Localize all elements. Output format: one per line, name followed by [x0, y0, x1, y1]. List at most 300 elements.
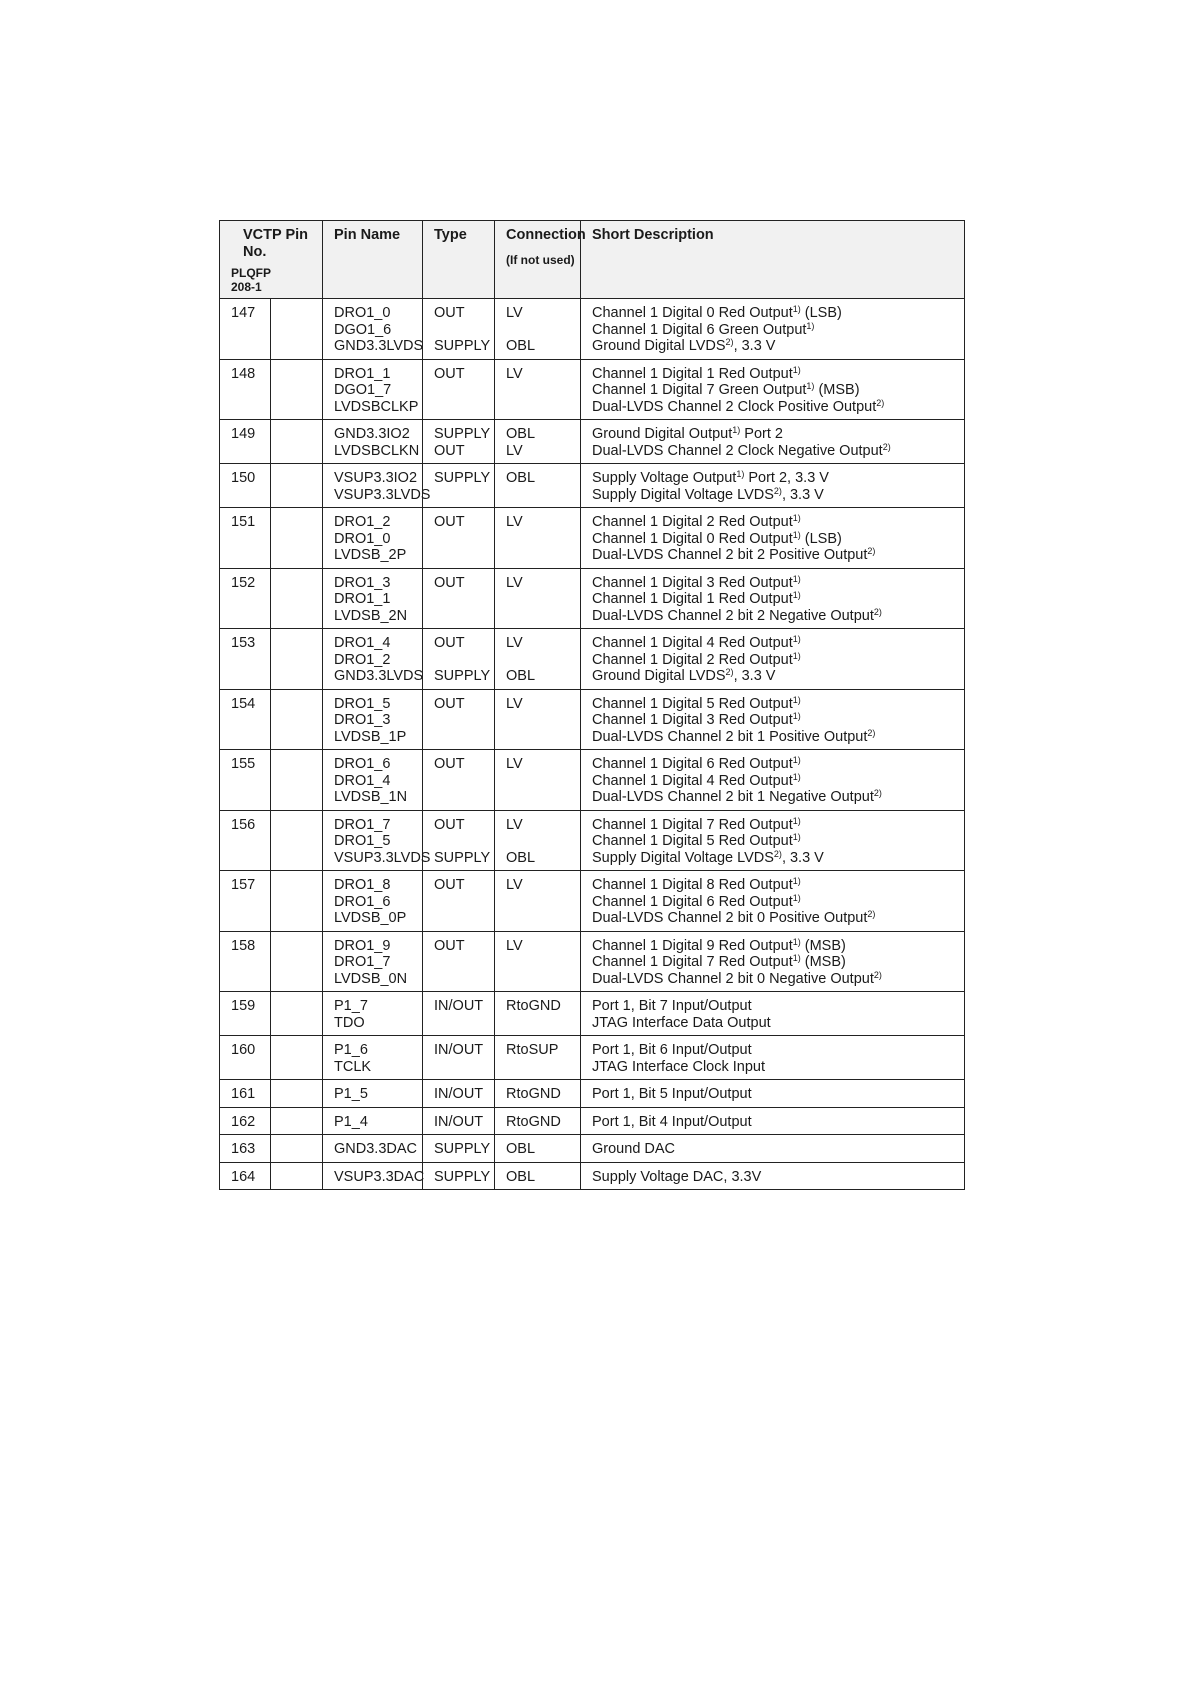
description-text: Channel 1 Digital 8 Red Output — [592, 877, 793, 893]
pin-number: 159 — [231, 998, 256, 1014]
footnote-marker: 2) — [773, 485, 782, 496]
connection-value — [506, 954, 576, 971]
description-line — [592, 1015, 960, 1032]
connection-cell — [495, 629, 581, 690]
footnote-marker: 2) — [873, 606, 882, 617]
description-line — [592, 938, 960, 955]
connection-cell — [495, 810, 581, 871]
pin-number-cell — [220, 629, 271, 690]
connection-value — [506, 652, 576, 669]
description-text: Port 1, Bit 7 Input/Output — [592, 998, 752, 1014]
package-pin-cell — [271, 810, 323, 871]
pin-type: IN/OUT — [434, 1113, 484, 1130]
connection-cell — [495, 464, 581, 508]
pin-name: LVDSB_1N — [334, 789, 408, 805]
pin-number-cell — [220, 1036, 271, 1080]
pin-number: 157 — [231, 877, 256, 893]
pin-name: LVDSB_2N — [334, 607, 408, 624]
pin-name-cell — [323, 359, 423, 420]
pin-type-cell — [423, 992, 495, 1036]
footnote-marker: 1) — [792, 650, 801, 661]
description-line — [592, 1086, 960, 1103]
pin-name: DRO1_2 — [334, 651, 391, 668]
pin-number: 155 — [231, 756, 256, 772]
connection-value: OBL — [506, 338, 536, 354]
footnote-marker: 1) — [792, 573, 801, 584]
pin-name: DRO1_3 — [334, 712, 391, 728]
connection-cell — [495, 359, 581, 420]
description-cell — [581, 568, 965, 629]
pin-name: P1_4 — [334, 1113, 368, 1130]
pin-name: VSUP3.3LVDS — [334, 849, 431, 866]
footnote-marker: 1) — [792, 755, 801, 765]
pin-type-cell — [423, 299, 495, 360]
pin-type: SUPPLY — [434, 1168, 491, 1185]
table-row — [220, 689, 965, 750]
pin-number-cell — [220, 689, 271, 750]
pin-name: DRO1_6 — [334, 893, 391, 910]
pin-type: OUT — [434, 816, 465, 833]
description-line — [592, 850, 960, 867]
description-text: Channel 1 Digital 4 Red Output — [592, 635, 793, 651]
pin-number: 154 — [231, 695, 256, 712]
footnote-marker: 1) — [792, 513, 801, 523]
connection-value: OBL — [506, 470, 536, 486]
pin-type — [434, 712, 490, 729]
pin-type-cell — [423, 1107, 495, 1135]
pin-number: 147 — [231, 305, 256, 321]
description-line — [592, 998, 960, 1015]
footnote-marker: 1) — [792, 590, 801, 600]
connection-cell — [495, 871, 581, 932]
pin-type — [434, 789, 490, 806]
footnote-marker: 2) — [725, 667, 734, 677]
pin-type — [434, 971, 490, 988]
pin-type-cell — [423, 1135, 495, 1163]
table-row — [220, 931, 965, 992]
connection-value — [506, 322, 576, 339]
pin-name-cell — [323, 871, 423, 932]
description-line — [592, 729, 960, 746]
pin-type-cell — [423, 629, 495, 690]
footnote-marker: 1) — [732, 425, 741, 435]
footnote-marker: 2) — [882, 441, 891, 452]
header-pin-name-label: Pin Name — [334, 227, 401, 243]
pin-name-cell — [323, 689, 423, 750]
connection-value: RtoGND — [506, 1086, 561, 1102]
header-type — [423, 221, 495, 299]
header-type-label: Type — [434, 227, 467, 243]
connection-value — [506, 487, 576, 504]
description-line — [592, 426, 960, 443]
pin-name: LVDSBCLKP — [334, 398, 419, 415]
description-suffix: (LSB) — [800, 530, 842, 547]
description-line — [592, 756, 960, 773]
pin-name: P1_7 — [334, 998, 368, 1014]
pin-number-cell — [220, 1080, 271, 1108]
connection-cell — [495, 750, 581, 811]
pin-number-cell — [220, 810, 271, 871]
table-row — [220, 810, 965, 871]
pin-name: DRO1_6 — [334, 756, 391, 772]
connection-value — [506, 531, 576, 548]
description-line — [592, 910, 960, 927]
description-suffix: (MSB) — [800, 954, 846, 970]
description-cell — [581, 1036, 965, 1080]
pin-name: DRO1_5 — [334, 695, 391, 712]
pin-name: P1_5 — [334, 1086, 368, 1102]
description-text: Dual-LVDS Channel 2 Clock Positive Output — [592, 398, 877, 415]
pin-type: SUPPLY — [434, 470, 491, 486]
description-line — [592, 575, 960, 592]
connection-cell — [495, 568, 581, 629]
pin-table — [219, 220, 965, 1190]
pin-type: SUPPLY — [434, 426, 491, 442]
connection-value: LV — [506, 514, 523, 530]
connection-value — [506, 789, 576, 806]
package-pin-cell — [271, 1162, 323, 1190]
description-line — [592, 1114, 960, 1131]
footnote-marker: 1) — [792, 815, 801, 826]
pin-name: DRO1_0 — [334, 530, 391, 547]
pin-type-cell — [423, 1080, 495, 1108]
connection-value: LV — [506, 756, 523, 772]
pin-name-cell — [323, 992, 423, 1036]
connection-cell — [495, 1107, 581, 1135]
pin-number: 151 — [231, 514, 256, 530]
connection-value — [506, 1015, 576, 1032]
connection-value — [506, 382, 576, 399]
connection-value — [506, 971, 576, 988]
description-cell — [581, 1107, 965, 1135]
description-suffix: , 3.3 V — [781, 486, 824, 503]
connection-value: LV — [506, 877, 523, 893]
footnote-marker: 1) — [792, 936, 801, 947]
package-pin-cell — [271, 299, 323, 360]
description-cell — [581, 1162, 965, 1190]
pin-number: 158 — [231, 937, 256, 954]
pin-name: DRO1_1 — [334, 591, 391, 607]
pin-name: DRO1_3 — [334, 574, 391, 591]
description-line — [592, 322, 960, 339]
footnote-marker: 2) — [873, 788, 882, 798]
footnote-marker: 1) — [792, 711, 801, 721]
description-line — [592, 668, 960, 685]
description-line — [592, 608, 960, 625]
pin-type: OUT — [434, 305, 465, 321]
pin-number: 153 — [231, 635, 256, 651]
description-text: Dual-LVDS Channel 2 bit 0 Negative Output — [592, 970, 874, 987]
pin-type — [434, 773, 490, 790]
description-suffix: Port 2, 3.3 V — [744, 470, 829, 486]
description-text: Channel 1 Digital 1 Red Output — [592, 365, 793, 382]
description-text: Dual-LVDS Channel 2 bit 0 Positive Output — [592, 910, 868, 926]
connection-value: LV — [506, 442, 523, 459]
pin-type-cell — [423, 1162, 495, 1190]
pin-type: SUPPLY — [434, 849, 491, 866]
pin-number-cell — [220, 299, 271, 360]
pin-name: GND3.3DAC — [334, 1141, 418, 1157]
package-pin-cell — [271, 1080, 323, 1108]
pin-type: OUT — [434, 756, 465, 772]
table-header-row — [220, 221, 965, 299]
pin-number-cell — [220, 359, 271, 420]
pin-number-cell — [220, 992, 271, 1036]
pin-number: 164 — [231, 1168, 256, 1185]
description-text: Port 1, Bit 4 Input/Output — [592, 1113, 752, 1130]
footnote-marker: 1) — [792, 892, 801, 903]
pin-name: P1_6 — [334, 1042, 368, 1058]
package-pin-cell — [271, 931, 323, 992]
description-cell — [581, 1135, 965, 1163]
header-description — [581, 221, 965, 299]
description-line — [592, 971, 960, 988]
pin-type — [434, 1059, 490, 1076]
table-body — [220, 299, 965, 1190]
pin-type: OUT — [434, 365, 465, 382]
description-text: Port 1, Bit 5 Input/Output — [592, 1086, 752, 1102]
pin-type — [434, 729, 490, 746]
connection-value — [506, 729, 576, 746]
package-pin-cell — [271, 420, 323, 464]
description-line — [592, 399, 960, 416]
pin-name-cell — [323, 1162, 423, 1190]
connection-cell — [495, 931, 581, 992]
pin-name: TDO — [334, 1014, 365, 1031]
pin-type: OUT — [434, 514, 465, 530]
description-cell — [581, 299, 965, 360]
connection-value — [506, 894, 576, 911]
pin-type — [434, 1015, 490, 1032]
pin-name-cell — [323, 629, 423, 690]
pin-type — [434, 591, 490, 608]
pin-name: GND3.3LVDS — [334, 338, 424, 354]
pin-name: VSUP3.3DAC — [334, 1168, 425, 1185]
pin-type-cell — [423, 359, 495, 420]
description-cell — [581, 689, 965, 750]
table-row — [220, 299, 965, 360]
pin-name: LVDSB_0N — [334, 970, 408, 987]
connection-cell — [495, 992, 581, 1036]
pin-type — [434, 399, 490, 416]
pin-name-cell — [323, 568, 423, 629]
pin-name-cell — [323, 1135, 423, 1163]
description-text: Channel 1 Digital 7 Green Output — [592, 382, 807, 398]
pin-type — [434, 382, 490, 399]
pin-name: LVDSBCLKN — [334, 442, 420, 459]
description-text: Dual-LVDS Channel 2 bit 2 Negative Output — [592, 607, 874, 624]
description-line — [592, 1141, 960, 1158]
table-row — [220, 1080, 965, 1108]
description-cell — [581, 508, 965, 569]
connection-value: RtoGND — [506, 1113, 561, 1130]
description-suffix: , 3.3 V — [733, 338, 776, 354]
description-line — [592, 817, 960, 834]
footnote-marker: 1) — [736, 469, 745, 479]
pin-type — [434, 547, 490, 564]
connection-value — [506, 773, 576, 790]
pin-number: 150 — [231, 470, 256, 486]
pin-name: GND3.3LVDS — [334, 668, 424, 684]
pin-number-cell — [220, 568, 271, 629]
table-row — [220, 508, 965, 569]
pin-type: OUT — [434, 574, 465, 591]
description-cell — [581, 992, 965, 1036]
pin-number: 156 — [231, 816, 256, 833]
pin-name: DRO1_2 — [334, 514, 391, 530]
connection-value: OBL — [506, 1168, 536, 1185]
pin-type: SUPPLY — [434, 1141, 491, 1157]
description-text: Channel 1 Digital 7 Red Output — [592, 816, 793, 833]
description-line — [592, 366, 960, 383]
connection-value: OBL — [506, 426, 536, 442]
description-cell — [581, 871, 965, 932]
pin-name-cell — [323, 810, 431, 871]
package-pin-cell — [271, 1107, 323, 1135]
footnote-marker: 2) — [876, 397, 885, 408]
pin-name-cell — [323, 1036, 423, 1080]
table-row — [220, 992, 965, 1036]
footnote-marker: 2) — [867, 546, 876, 556]
pin-number: 161 — [231, 1086, 256, 1102]
pin-type-cell — [423, 508, 495, 569]
footnote-marker: 2) — [867, 727, 876, 738]
pin-number-cell — [220, 1135, 271, 1163]
pin-type: SUPPLY — [434, 668, 491, 684]
description-cell — [581, 359, 965, 420]
description-line — [592, 305, 960, 322]
description-line — [592, 712, 960, 729]
description-line — [592, 894, 960, 911]
description-text: Channel 1 Digital 7 Red Output — [592, 954, 793, 970]
pin-type: SUPPLY — [434, 338, 491, 354]
table-row — [220, 871, 965, 932]
connection-cell — [495, 299, 581, 360]
pin-type: OUT — [434, 937, 465, 954]
description-line — [592, 443, 960, 460]
description-text: Channel 1 Digital 3 Red Output — [592, 712, 793, 728]
pin-type: OUT — [434, 442, 465, 459]
table-row — [220, 750, 965, 811]
pin-name: DRO1_7 — [334, 954, 391, 970]
pin-name: DRO1_7 — [334, 816, 391, 833]
connection-value: OBL — [506, 1141, 536, 1157]
description-suffix: (MSB) — [800, 937, 846, 954]
description-text: Channel 1 Digital 5 Red Output — [592, 695, 793, 712]
package-pin-cell — [271, 689, 323, 750]
description-line — [592, 696, 960, 713]
description-cell — [581, 464, 965, 508]
pin-type — [434, 487, 490, 504]
connection-value — [506, 712, 576, 729]
description-text: Channel 1 Digital 3 Red Output — [592, 574, 793, 591]
pin-name: LVDSB_2P — [334, 547, 407, 563]
header-description-label: Short Description — [592, 227, 714, 243]
pin-name: DRO1_4 — [334, 772, 391, 789]
pin-name: DRO1_8 — [334, 877, 391, 893]
description-text: Dual-LVDS Channel 2 bit 1 Positive Output — [592, 728, 868, 745]
description-text: Channel 1 Digital 6 Green Output — [592, 321, 807, 338]
pin-type: IN/OUT — [434, 1086, 484, 1102]
description-line — [592, 514, 960, 531]
table-row — [220, 359, 965, 420]
pin-type: IN/OUT — [434, 1042, 484, 1058]
pin-name: VSUP3.3LVDS — [334, 486, 431, 503]
description-line — [592, 382, 960, 399]
pin-type: IN/OUT — [434, 998, 484, 1014]
connection-value — [506, 547, 576, 564]
connection-cell — [495, 508, 581, 569]
pin-name-cell — [323, 750, 423, 811]
description-line — [592, 789, 960, 806]
description-cell — [581, 931, 965, 992]
pin-name: GND3.3IO2 — [334, 426, 410, 442]
pin-type-cell — [423, 689, 495, 750]
connection-value: LV — [506, 695, 523, 712]
connection-value — [506, 591, 576, 608]
pin-type: OUT — [434, 695, 465, 712]
pin-number: 160 — [231, 1042, 256, 1058]
header-connection — [495, 221, 586, 299]
footnote-marker: 2) — [867, 909, 876, 919]
footnote-marker: 1) — [792, 876, 801, 886]
description-text: Channel 1 Digital 0 Red Output — [592, 305, 793, 321]
connection-value: LV — [506, 816, 523, 833]
description-line — [592, 1169, 960, 1186]
footnote-marker: 2) — [873, 969, 882, 980]
footnote-marker: 1) — [792, 364, 801, 375]
pin-number-cell — [220, 750, 271, 811]
pin-number-cell — [220, 1162, 271, 1190]
description-line — [592, 635, 960, 652]
description-text: Channel 1 Digital 4 Red Output — [592, 772, 793, 789]
connection-value — [506, 608, 576, 625]
description-suffix: (LSB) — [800, 305, 842, 321]
connection-value: OBL — [506, 668, 536, 684]
pin-number-cell — [220, 931, 271, 992]
package-pin-cell — [271, 464, 323, 508]
header-connection-label: Connection — [506, 227, 586, 243]
pin-name: DRO1_5 — [334, 833, 391, 849]
connection-value: LV — [506, 305, 523, 321]
description-line — [592, 773, 960, 790]
table-row — [220, 464, 965, 508]
pin-type-cell — [423, 1036, 495, 1080]
description-text: Ground Digital Output — [592, 426, 733, 442]
table-row — [220, 568, 965, 629]
description-line — [592, 877, 960, 894]
connection-cell — [495, 1036, 581, 1080]
pin-type-cell — [423, 568, 495, 629]
connection-cell — [495, 1135, 581, 1163]
description-cell — [581, 629, 965, 690]
header-package-label: PLQFP 208-1 — [231, 266, 271, 294]
header-pin-name — [323, 221, 423, 299]
header-pin-no-label: VCTP Pin No. — [243, 227, 308, 260]
table-row — [220, 1107, 965, 1135]
pin-name: DRO1_1 — [334, 365, 391, 382]
pin-name: DRO1_4 — [334, 635, 391, 651]
pin-number-cell — [220, 464, 271, 508]
table-row — [220, 420, 965, 464]
description-text: Dual-LVDS Channel 2 bit 2 Positive Output — [592, 547, 868, 563]
pin-type — [434, 833, 490, 850]
pin-type-cell — [423, 464, 495, 508]
connection-cell — [495, 1080, 581, 1108]
pin-name-cell — [323, 1080, 423, 1108]
connection-cell — [495, 1162, 581, 1190]
footnote-marker: 1) — [792, 694, 801, 705]
